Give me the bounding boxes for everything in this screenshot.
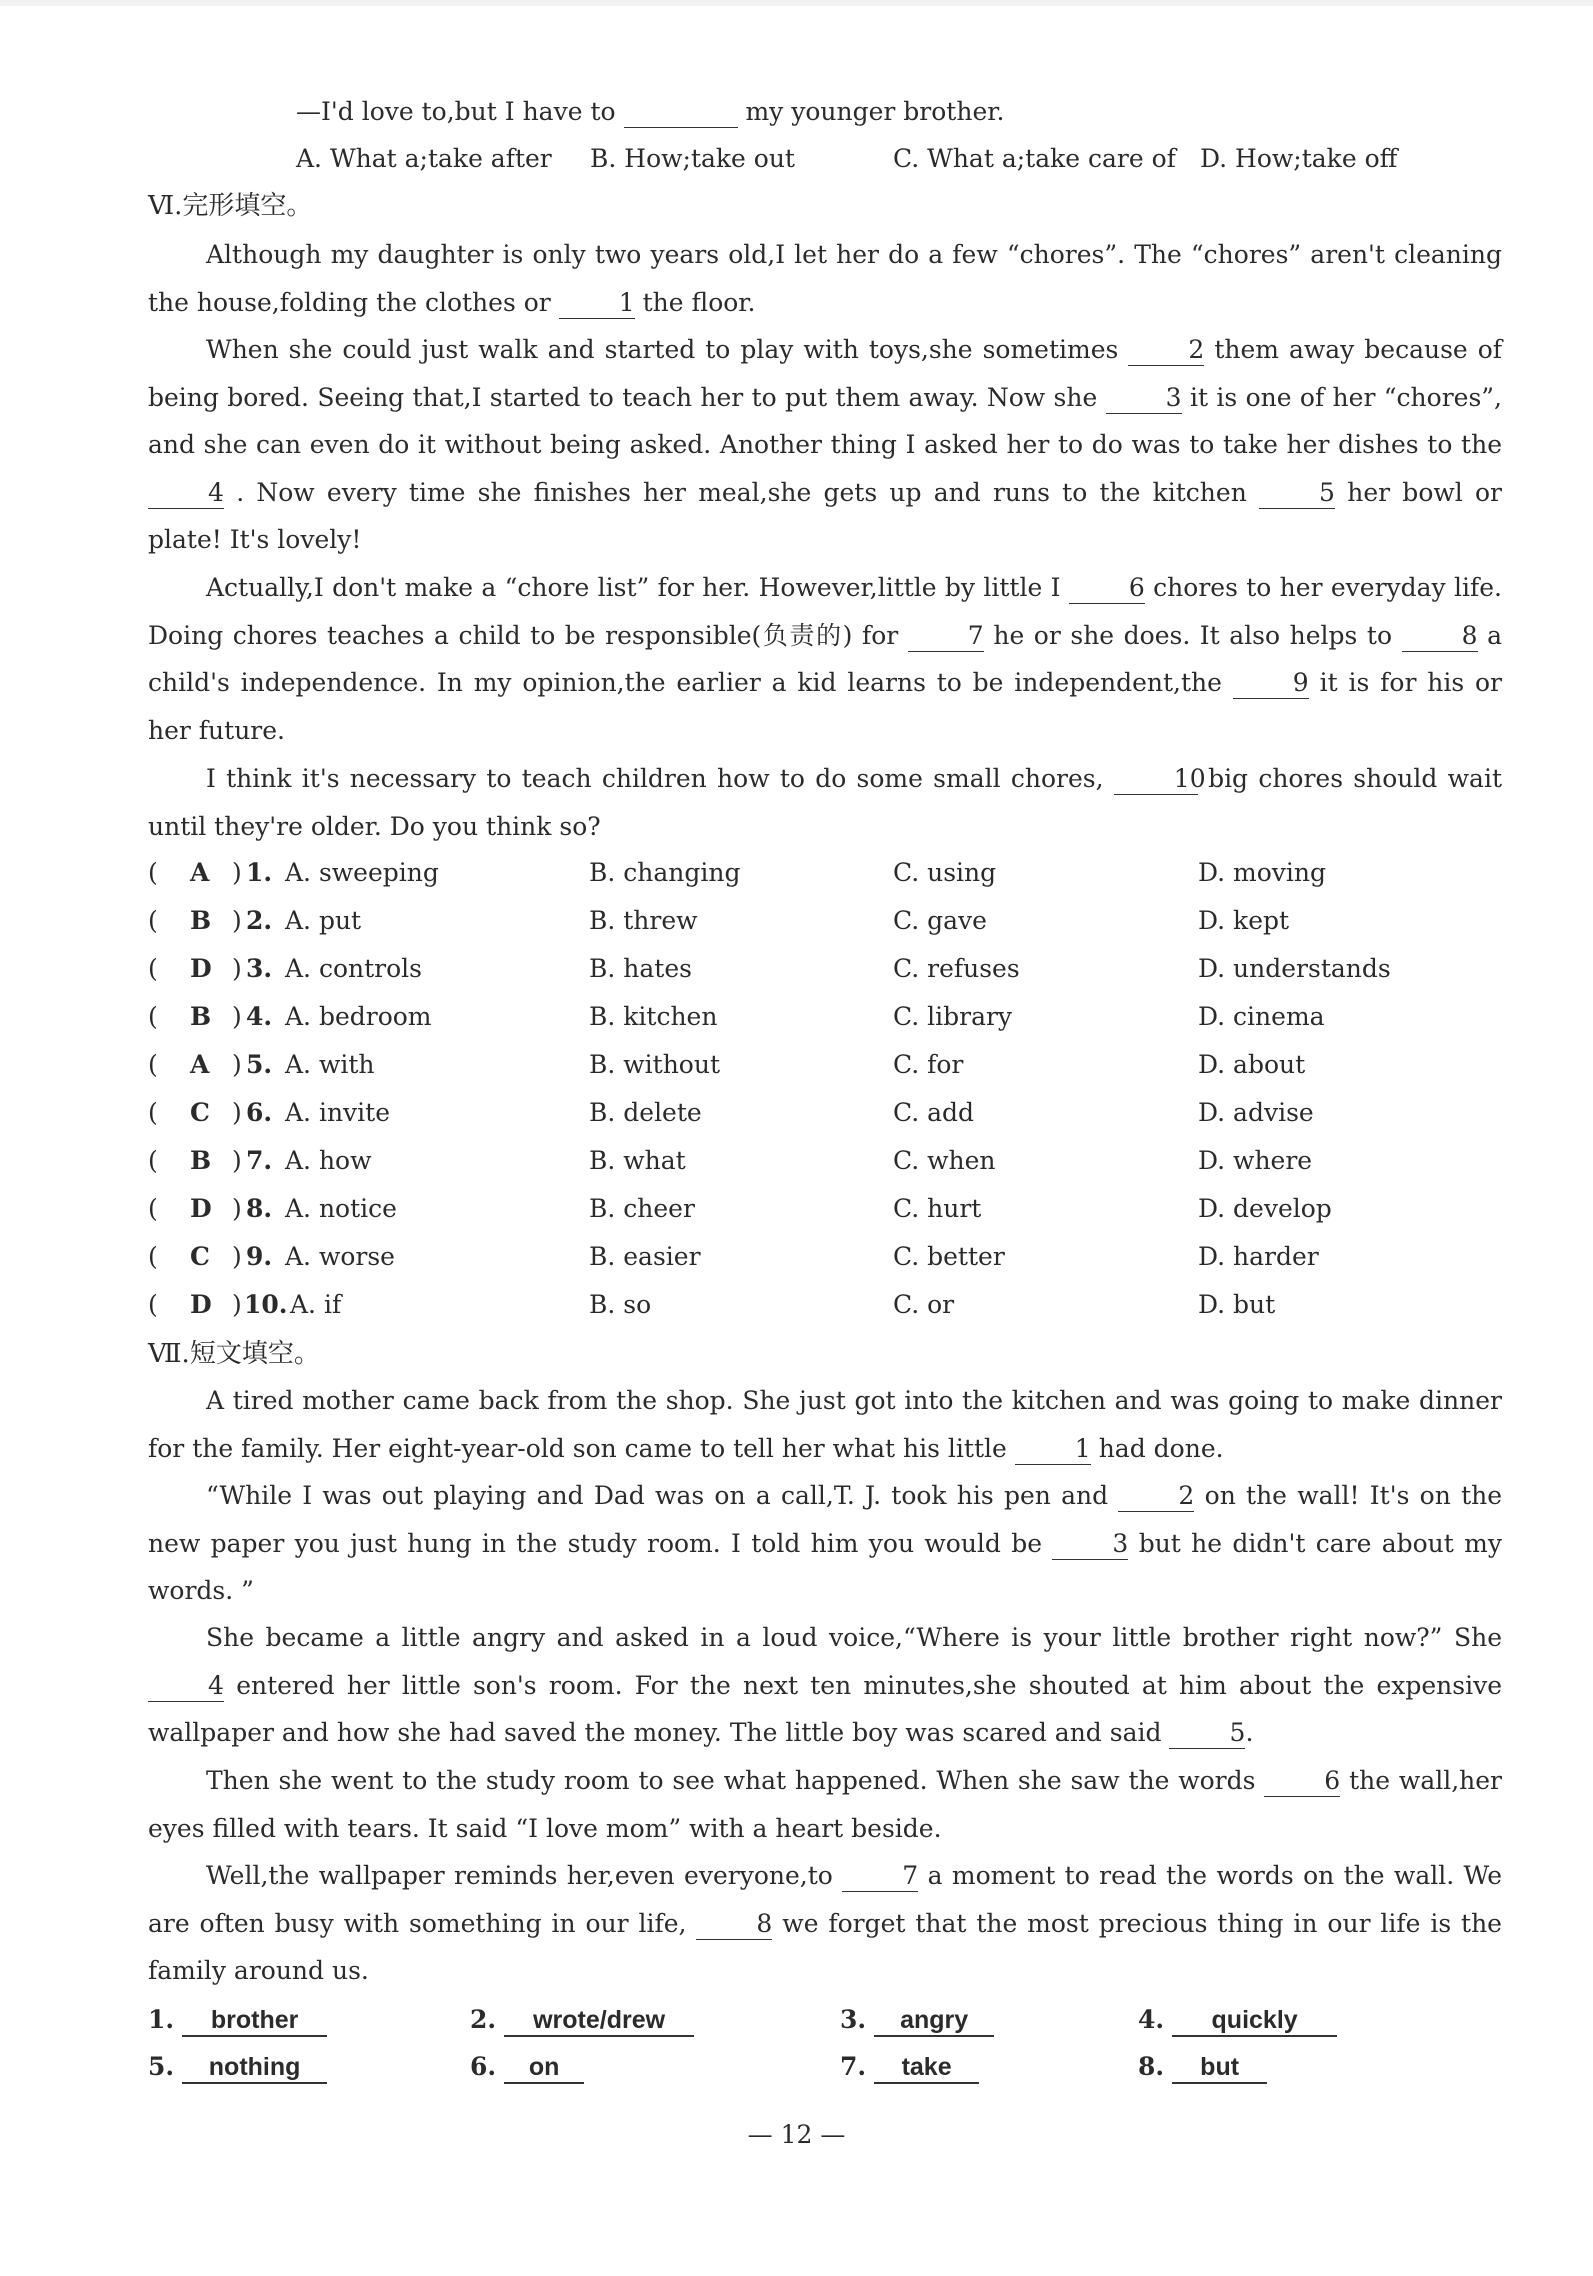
answer-letter: B	[190, 1002, 212, 1031]
cloze-blank: 2	[1128, 335, 1204, 366]
cloze-question-row	[148, 1237, 1508, 1277]
answer-paren-open: (	[148, 1098, 158, 1127]
cloze-paragraph-1: Although my daughter is only two years old,I let her do a few “chores”. The “chores” aren't cleaning the house,folding the clothes or 1 the floor.	[148, 240, 1502, 317]
answer-paren-close: )	[232, 906, 242, 935]
answer-number: 2.	[470, 2005, 497, 2034]
answer-letter: D	[190, 1194, 212, 1223]
passage-blank: 6	[1264, 1766, 1340, 1797]
answer-paren-open: (	[148, 1242, 158, 1271]
option-d: D. where	[1198, 1146, 1313, 1175]
option-b: B. so	[589, 1290, 652, 1319]
dialog-text: —I'd love to,but I have to	[296, 97, 616, 126]
answer-paren-close: )	[232, 1242, 242, 1271]
question-number: 8.	[246, 1194, 273, 1223]
option-c: C. when	[893, 1146, 996, 1175]
question-number: 5.	[246, 1050, 273, 1079]
option-b: B. cheer	[589, 1194, 695, 1223]
answer-paren-open: (	[148, 1050, 158, 1079]
answer-paren-close: )	[232, 1194, 242, 1223]
cloze-blank: 4	[148, 478, 224, 509]
option-a: A. invite	[285, 1098, 391, 1127]
section-title: 完形填空。	[182, 191, 313, 221]
answer-row	[148, 2052, 1508, 2096]
answer-paren-open: (	[148, 1290, 158, 1319]
cloze-blank: 1	[559, 288, 635, 319]
section-heading-passage	[148, 1337, 320, 1371]
option-d: D. moving	[1198, 858, 1327, 887]
option-c: C. refuses	[893, 954, 1020, 983]
option-c: C. using	[893, 858, 997, 887]
passage-blank: 1	[1015, 1434, 1091, 1465]
cloze-blank: 9	[1233, 668, 1309, 699]
dialog-text-end: my younger brother.	[745, 97, 1005, 126]
option-c: C. library	[893, 1002, 1013, 1031]
option-d: D. harder	[1198, 1242, 1319, 1271]
option-d: D. understands	[1198, 954, 1391, 983]
option-c: C. for	[893, 1050, 964, 1079]
cloze-paragraph-4: I think it's necessary to teach children how to do some small chores, 10 big chores should wait until they're older. Do you think so?	[148, 764, 1502, 841]
section-number: Ⅶ.	[148, 1339, 190, 1369]
answer-number: 1.	[148, 2005, 175, 2034]
dialog-option-d: D. How;take off	[1200, 144, 1398, 173]
answer-paren-close: )	[232, 858, 242, 887]
answer-paren-close: )	[232, 1146, 242, 1175]
dialog-line	[296, 95, 1004, 129]
question-number: 9.	[246, 1242, 273, 1271]
option-b: B. what	[589, 1146, 686, 1175]
question-number: 3.	[246, 954, 273, 983]
answer-paren-open: (	[148, 1002, 158, 1031]
cloze-blank: 8	[1402, 621, 1478, 652]
answer-letter: B	[190, 1146, 212, 1175]
option-a: A. worse	[285, 1242, 395, 1271]
option-b: B. easier	[589, 1242, 701, 1271]
cloze-blank: 10	[1114, 764, 1198, 795]
answer-value: nothing	[182, 2052, 327, 2084]
option-d: D. cinema	[1198, 1002, 1325, 1031]
option-c: C. add	[893, 1098, 975, 1127]
answer-letter: A	[190, 1050, 210, 1079]
answer-value: angry	[874, 2005, 994, 2037]
dialog-blank	[624, 97, 738, 128]
answer-value: wrote/drew	[504, 2005, 694, 2037]
question-number: 1.	[246, 858, 273, 887]
answer-paren-open: (	[148, 1194, 158, 1223]
answer-cell	[1138, 2005, 1337, 2037]
option-b: B. threw	[589, 906, 698, 935]
passage-blank: 4	[148, 1671, 224, 1702]
cloze-paragraph-2: When she could just walk and started to play with toys,she sometimes 2 them away because of being bored. Seeing that,I started to teach her to put them away. Now she 3 it is one of her “chores”, and she can even do it without being asked. Another thing I asked her to do was to take her dishes to the 4 . Now every time she finishes her meal,she gets up and runs to the kitchen 5 her bowl or plate! It's lovely!	[148, 335, 1503, 554]
cloze-question-row	[148, 901, 1508, 941]
cloze-blank: 5	[1259, 478, 1335, 509]
cloze-question-row	[148, 853, 1508, 893]
answer-value: take	[874, 2052, 979, 2084]
answer-value: on	[504, 2052, 584, 2084]
dialog-option-b: B. How;take out	[590, 144, 795, 173]
passage-blank: 7	[842, 1861, 918, 1892]
answer-number: 5.	[148, 2052, 175, 2081]
passage-paragraph-4: Then she went to the study room to see what happened. When she saw the words 6 the wall,her eyes filled with tears. It said “I love mom” with a heart beside.	[148, 1766, 1503, 1843]
passage-blank: 2	[1118, 1481, 1194, 1512]
section-number: Ⅵ.	[148, 191, 183, 221]
answer-cell	[1138, 2052, 1267, 2084]
passage-paragraph-3: She became a little angry and asked in a loud voice,“Where is your little brother right now?” She 4 entered her little son's room. For the next ten minutes,she shouted at him about the expensive wallpaper and how she had saved the money. The little boy was scared and said 5.	[148, 1623, 1502, 1747]
answer-cell	[148, 2005, 327, 2037]
answer-cell	[840, 2052, 979, 2084]
cloze-question-row	[148, 1189, 1508, 1229]
answer-number: 6.	[470, 2052, 497, 2081]
option-c: C. or	[893, 1290, 955, 1319]
answer-paren-close: )	[232, 1098, 242, 1127]
answer-cell	[470, 2052, 584, 2084]
answer-paren-close: )	[232, 1050, 242, 1079]
option-d: D. develop	[1198, 1194, 1332, 1223]
answer-number: 4.	[1138, 2005, 1165, 2034]
option-a: A. bedroom	[285, 1002, 432, 1031]
answer-paren-open: (	[148, 906, 158, 935]
answer-letter: A	[190, 858, 210, 887]
answer-letter: B	[190, 906, 212, 935]
option-a: A. notice	[285, 1194, 397, 1223]
dialog-option-a: A. What a;take after	[296, 144, 552, 173]
option-a: A. with	[285, 1050, 375, 1079]
page-number: — 12 —	[747, 2120, 846, 2149]
option-a: A. if	[290, 1290, 342, 1319]
answer-number: 8.	[1138, 2052, 1165, 2081]
question-number: 10.	[244, 1290, 288, 1319]
cloze-blank: 3	[1106, 383, 1182, 414]
option-a: A. put	[285, 906, 362, 935]
cloze-question-row	[148, 1141, 1508, 1181]
option-b: B. kitchen	[589, 1002, 718, 1031]
option-c: C. better	[893, 1242, 1005, 1271]
answer-letter: D	[190, 1290, 212, 1319]
answer-letter: D	[190, 954, 212, 983]
section-title: 短文填空。	[189, 1339, 320, 1369]
option-a: A. controls	[285, 954, 422, 983]
answer-paren-close: )	[232, 1290, 242, 1319]
option-c: C. gave	[893, 906, 987, 935]
answer-cell	[470, 2005, 694, 2037]
option-b: B. delete	[589, 1098, 702, 1127]
option-a: A. how	[285, 1146, 372, 1175]
question-number: 6.	[246, 1098, 273, 1127]
passage-paragraph-1: A tired mother came back from the shop. She just got into the kitchen and was going to make dinner for the family. Her eight-year-old son came to tell her what his little 1 had done.	[148, 1386, 1502, 1463]
cloze-question-row	[148, 1093, 1508, 1133]
passage-blank: 8	[696, 1909, 772, 1940]
dialog-option-c: C. What a;take care of	[893, 144, 1176, 173]
cloze-blank: 6	[1069, 573, 1145, 604]
answer-letter: C	[190, 1242, 210, 1271]
answer-cell	[148, 2052, 327, 2084]
cloze-question-row	[148, 1045, 1508, 1085]
option-d: D. about	[1198, 1050, 1306, 1079]
answer-value: quickly	[1172, 2005, 1337, 2037]
question-number: 7.	[246, 1146, 273, 1175]
option-d: D. but	[1198, 1290, 1276, 1319]
cloze-question-row	[148, 997, 1508, 1037]
passage-blank: 3	[1052, 1529, 1128, 1560]
answer-cell	[840, 2005, 994, 2037]
option-a: A. sweeping	[285, 858, 439, 887]
answer-paren-close: )	[232, 1002, 242, 1031]
answer-letter: C	[190, 1098, 210, 1127]
option-d: D. kept	[1198, 906, 1290, 935]
option-b: B. hates	[589, 954, 692, 983]
passage-blank: 5	[1169, 1718, 1245, 1749]
option-d: D. advise	[1198, 1098, 1314, 1127]
section-heading-cloze	[148, 189, 312, 223]
answer-paren-open: (	[148, 954, 158, 983]
cloze-question-row	[148, 1285, 1508, 1325]
option-b: B. changing	[589, 858, 741, 887]
scan-edge	[0, 0, 1593, 6]
answer-value: but	[1172, 2052, 1267, 2084]
option-c: C. hurt	[893, 1194, 982, 1223]
cloze-blank: 7	[908, 621, 984, 652]
option-b: B. without	[589, 1050, 721, 1079]
passage-paragraph-2: “While I was out playing and Dad was on a call,T. J. took his pen and 2 on the wall! It's on the new paper you just hung in the study room. I told him you would be 3 but he didn't care about my words. ”	[148, 1481, 1503, 1605]
answer-number: 3.	[840, 2005, 867, 2034]
answer-value: brother	[182, 2005, 327, 2037]
answer-paren-open: (	[148, 1146, 158, 1175]
question-number: 4.	[246, 1002, 273, 1031]
cloze-paragraph-3: Actually,I don't make a “chore list” for her. However,little by little I 6 chores to her everyday life. Doing chores teaches a child to be responsible(负责的) for 7 he or she does. It also helps to 8 a child's independence. In my opinion,the earlier a kid learns to be independent,the 9 it is for his or her future.	[148, 573, 1503, 745]
cloze-question-row	[148, 949, 1508, 989]
question-number: 2.	[246, 906, 273, 935]
passage-paragraph-5: Well,the wallpaper reminds her,even everyone,to 7 a moment to read the words on the wall. We are often busy with something in our life, 8 we forget that the most precious thing in our life is the family around us.	[148, 1861, 1503, 1985]
answer-row	[148, 2005, 1508, 2049]
answer-paren-close: )	[232, 954, 242, 983]
answer-number: 7.	[840, 2052, 867, 2081]
answer-paren-open: (	[148, 858, 158, 887]
